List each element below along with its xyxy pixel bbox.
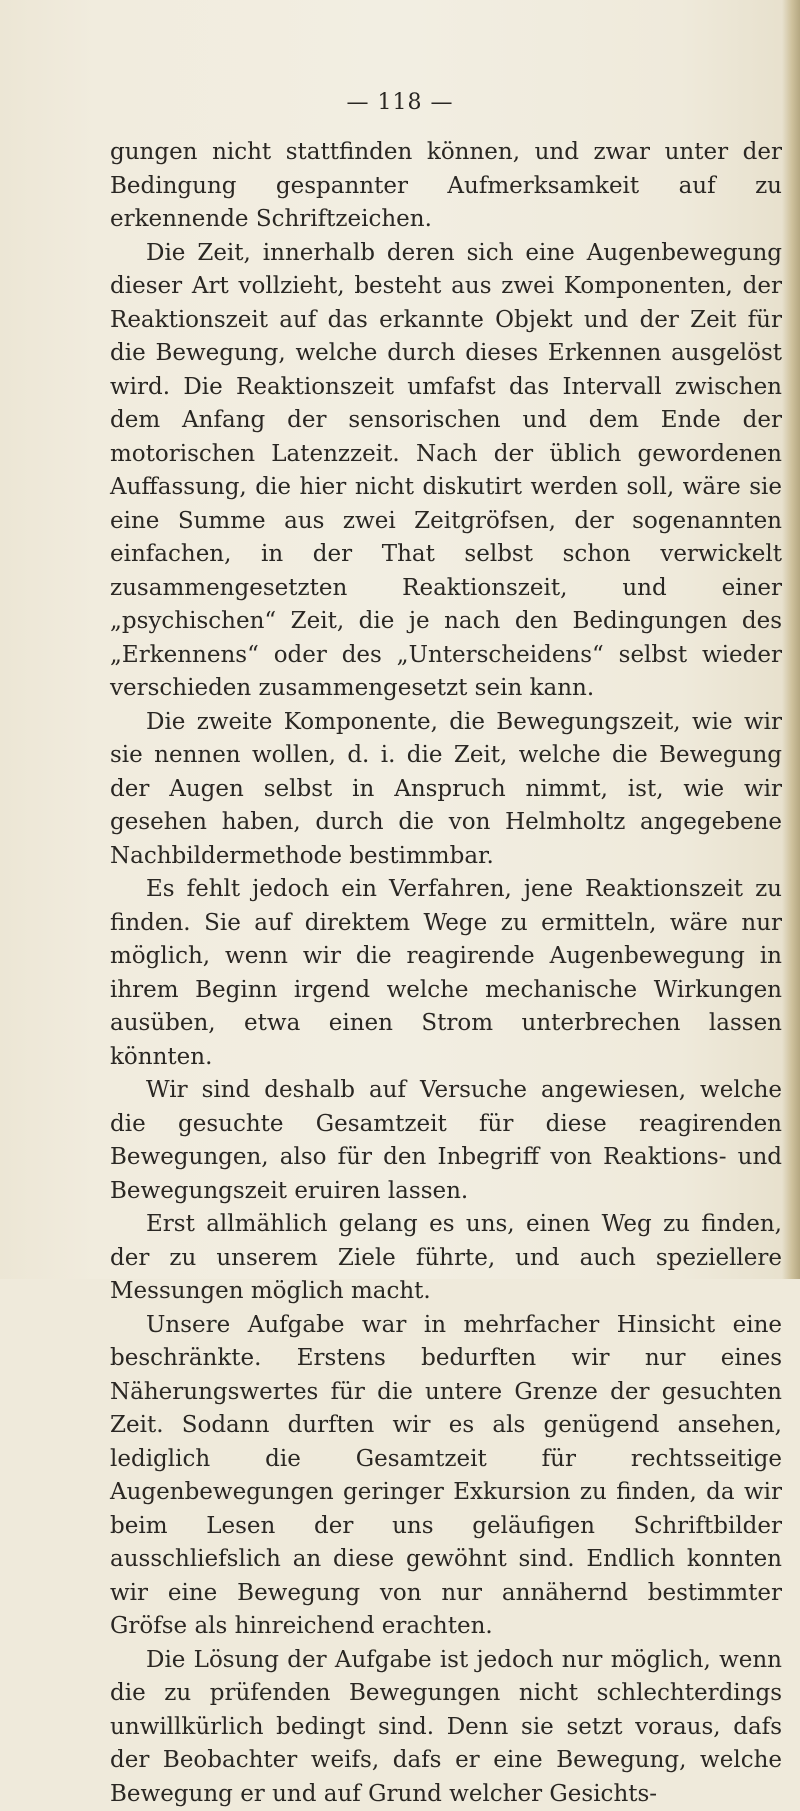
- paragraph-3: Die zweite Komponente, die Bewegungszeit, wie wir sie nennen wollen, d. i. die Zeit, welche die Bewegung der Augen selbst in Anspruch nimmt, ist, wie wir gesehen haben, durch die von Helmholtz angegebene Nachbildermethode bestimmbar.: [110, 706, 782, 874]
- paragraph-7: Unsere Aufgabe war in mehrfacher Hinsicht eine beschränkte. Erstens bedurften wir nur eines Näherungswertes für die untere Grenze der gesuchten Zeit. Sodann durften wir es als genügend ansehen, lediglich die Gesamtzeit für rechtsseitige Augenbewegungen geringer Exkursion zu finden, da wir beim Lesen der uns geläufigen Schriftbilder ausschliefslich an diese gewöhnt sind. Endlich konnten wir eine Bewegung von nur annähernd bestimmter Gröfse als hinreichend erachten.: [110, 1309, 782, 1644]
- paragraph-4: Es fehlt jedoch ein Verfahren, jene Reaktionszeit zu finden. Sie auf direktem Wege zu ermitteln, wäre nur möglich, wenn wir die reagirende Augenbewegung in ihrem Beginn irgend welche mechanische Wirkungen ausüben, etwa einen Strom unterbrechen lassen könnten.: [110, 873, 782, 1074]
- paragraph-8: Die Lösung der Aufgabe ist jedoch nur möglich, wenn die zu prüfenden Bewegungen nicht schlechterdings unwillkürlich bedingt sind. Denn sie setzt voraus, dafs der Beobachter weifs, dafs er eine Bewegung, welche Bewegung er und auf Grund welcher Gesichts-: [110, 1644, 782, 1811]
- paragraph-6: Erst allmählich gelang es uns, einen Weg zu finden, der zu unserem Ziele führte, und auch speziellere Messungen möglich macht.: [110, 1208, 782, 1309]
- paragraph-1: gungen nicht stattfinden können, und zwar unter der Bedingung gespannter Aufmerksamkeit auf zu erkennende Schriftzeichen.: [110, 136, 782, 237]
- body-text: [110, 136, 782, 1811]
- paragraph-2: Die Zeit, innerhalb deren sich eine Augenbewegung dieser Art vollzieht, besteht aus zwei Komponenten, der Reaktionszeit auf das erkannte Objekt und der Zeit für die Bewegung, welche durch dieses Erkennen ausgelöst wird. Die Reaktionszeit umfafst das Intervall zwischen dem Anfang der sensorischen und dem Ende der motorischen Latenzzeit. Nach der üblich gewordenen Auffassung, die hier nicht diskutirt werden soll, wäre sie eine Summe aus zwei Zeitgröfsen, der sogenannten einfachen, in der That selbst schon verwickelt zusammengesetzten Reaktionszeit, und einer „psychischen“ Zeit, die je nach den Bedingungen des „Erkennens“ oder des „Unterscheidens“ selbst wieder verschieden zusammengesetzt sein kann.: [110, 237, 782, 706]
- page-number-header: — 118 —: [0, 90, 800, 115]
- page-edge-shadow: [782, 0, 800, 1279]
- paragraph-5: Wir sind deshalb auf Versuche angewiesen, welche die gesuchte Gesamtzeit für diese reagirenden Bewegungen, also für den Inbegriff von Reaktions- und Bewegungszeit eruiren lassen.: [110, 1074, 782, 1208]
